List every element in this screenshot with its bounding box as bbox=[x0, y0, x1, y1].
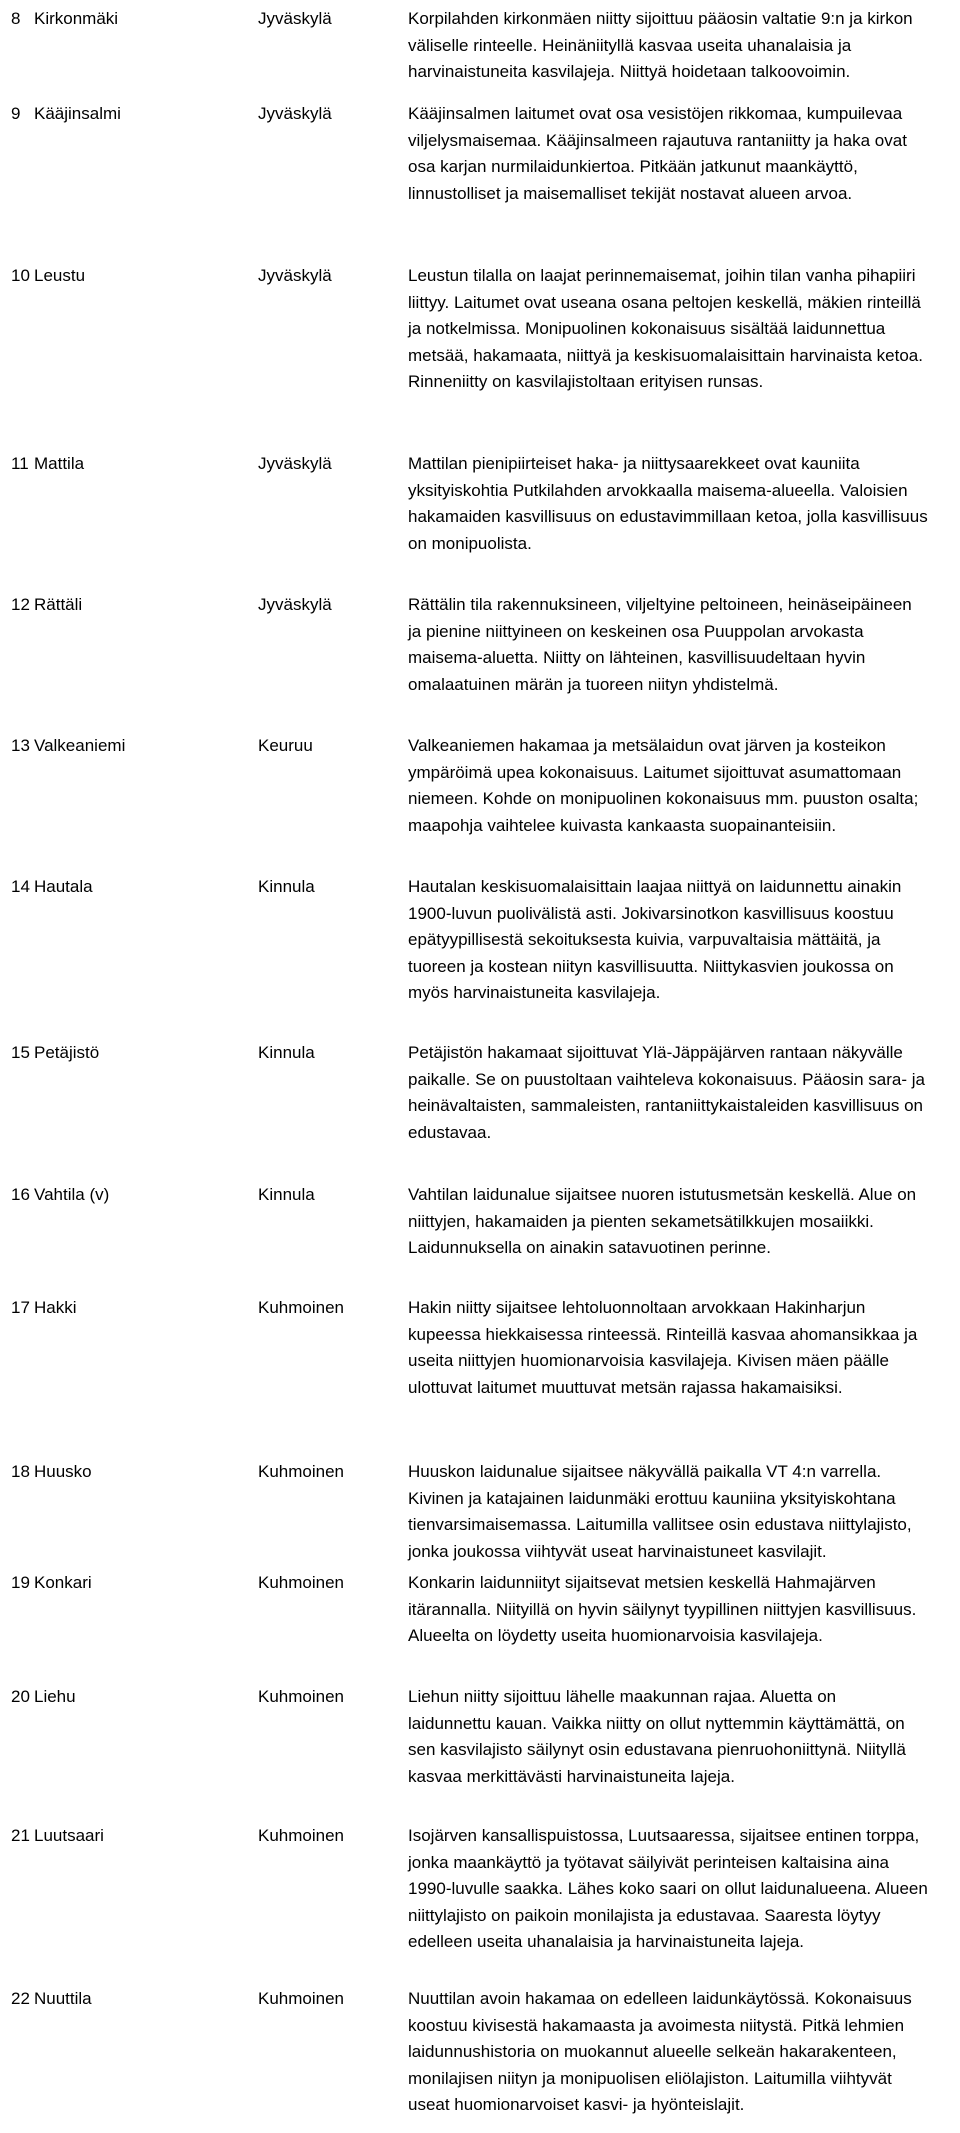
description-line: ulottuvat laitumet muuttuvat metsän rajassa hakamaisiksi. bbox=[408, 1377, 843, 1397]
description-line: maapohja vaihtelee kuivasta kankaasta suopainanteisiin. bbox=[408, 815, 837, 835]
description-line: on monipuolista. bbox=[408, 533, 532, 553]
entry-name: Leustu bbox=[34, 266, 86, 285]
entry-municipality: Jyväskylä bbox=[258, 104, 332, 123]
description-line: useita niittyjen huomionarvoisia kasvilajeja. Kivisen mäen päälle bbox=[408, 1351, 889, 1370]
description-line: linnustolliset ja maisemalliset tekijät nostavat alueen arvoa. bbox=[408, 183, 853, 203]
description-line: myös harvinaistuneita kasvilajeja. bbox=[408, 983, 661, 1002]
description-line: niittylajisto on paikoin monilajista ja edustavaa. Saaresta löytyy bbox=[408, 1905, 881, 1925]
description-line: harvinaistuneita kasvilajeja. Niittyä hoidetaan talkoovoimin. bbox=[408, 62, 851, 81]
entry-municipality: Jyväskylä bbox=[258, 9, 332, 28]
entry-name: Kääjinsalmi bbox=[34, 104, 121, 123]
entry-municipality: Kinnula bbox=[258, 1185, 315, 1204]
description-line: jonka maankäyttö ja työtavat säilyivät perinteisen kaltaisina aina bbox=[408, 1852, 889, 1872]
description-line: Vahtilan laidunalue sijaitsee nuoren istutusmetsän keskellä. Alue on bbox=[408, 1185, 917, 1204]
entry-number: 17 bbox=[11, 1298, 30, 1317]
entry-municipality: Kuhmoinen bbox=[258, 1826, 345, 1845]
entry-name: Luutsaari bbox=[34, 1826, 104, 1845]
description-line: Rättälin tila rakennuksineen, viljeltyine peltoineen, heinäseipäineen bbox=[408, 595, 912, 614]
description-line: Korpilahden kirkonmäen niitty sijoittuu pääosin valtatie 9:n ja kirkon bbox=[408, 9, 913, 28]
entry-name: Petäjistö bbox=[34, 1043, 100, 1062]
description-line: metsää, hakamaata, niittyä ja keskisuomalaisittain harvinaista ketoa. bbox=[408, 345, 923, 365]
description-line: ympäröimä upea kokonaisuus. Laitumet sijoittuvat asumattomaan bbox=[408, 762, 902, 782]
entry-name: Kirkonmäki bbox=[34, 9, 119, 28]
description-line: liittyy. Laitumet ovat useana osana peltojen keskellä, mäkien rinteillä bbox=[408, 292, 921, 312]
description-line: väliselle rinteelle. Heinäniityllä kasvaa useita uhanalaisia ja bbox=[408, 35, 852, 55]
entry-municipality: Kinnula bbox=[258, 1043, 315, 1062]
entry-name: Mattila bbox=[34, 454, 85, 473]
description-line: hakamaiden kasvillisuus on edustavimmillaan ketoa, jolla kasvillisuus bbox=[408, 507, 928, 526]
entry-description bbox=[408, 263, 956, 396]
entry-municipality: Jyväskylä bbox=[258, 266, 332, 285]
entry-description bbox=[408, 592, 956, 698]
description-line: Hakin niitty sijaitsee lehtoluonnoltaan arvokkaan Hakinharjun bbox=[408, 1298, 866, 1317]
entry-name: Hautala bbox=[34, 877, 93, 896]
entry-description bbox=[408, 1295, 956, 1401]
description-line: sen kasvilajisto säilynyt osin edustavana pienruohoniittynä. Niityllä bbox=[408, 1740, 906, 1759]
entry-number: 10 bbox=[11, 266, 30, 285]
entry-name: Konkari bbox=[34, 1573, 92, 1592]
description-line: paikalle. Se on puustoltaan vaihteleva kokonaisuus. Pääosin sara- ja bbox=[408, 1069, 925, 1089]
description-line: Rinneniitty on kasvilajistoltaan erityisen runsas. bbox=[408, 372, 764, 391]
description-line: tienvarsimaisemassa. Laitumilla vallitsee osin edustava niittylajisto, bbox=[408, 1515, 912, 1534]
entry-number: 21 bbox=[11, 1826, 30, 1845]
description-line: omalaatuinen märän ja tuoreen niityn yhdistelmä. bbox=[408, 674, 779, 694]
description-line: Huuskon laidunalue sijaitsee näkyvällä paikalla VT 4:n varrella. bbox=[408, 1462, 882, 1481]
entry-municipality: Kuhmoinen bbox=[258, 1989, 345, 2008]
entry-description bbox=[408, 1182, 956, 1262]
description-line: niittyjen, hakamaiden ja pienten sekametsätilkkujen mosaiikki. bbox=[408, 1211, 874, 1231]
entry-municipality: Kuhmoinen bbox=[258, 1462, 345, 1481]
entry-description bbox=[408, 733, 956, 839]
description-line: laidunnushistoria on muokannut alueelle selkeän hakarakenteen, bbox=[408, 2042, 897, 2061]
description-line: Kääjinsalmen laitumet ovat osa vesistöjen rikkomaa, kumpuilevaa bbox=[408, 104, 903, 123]
entry-municipality: Kuhmoinen bbox=[258, 1573, 345, 1592]
entry-number: 13 bbox=[11, 736, 30, 755]
description-line: jonka joukossa viihtyvät useat harvinaistuneet kasvilajit. bbox=[408, 1541, 827, 1561]
description-line: edustavaa. bbox=[408, 1122, 492, 1142]
entry-municipality: Kuhmoinen bbox=[258, 1298, 345, 1317]
entry-municipality: Keuruu bbox=[258, 736, 313, 755]
description-line: edelleen useita uhanalaisia ja harvinaistuneita lajeja. bbox=[408, 1932, 804, 1951]
description-line: koostuu kivisestä hakamaasta ja avoimesta niitystä. Pitkä lehmien bbox=[408, 2015, 905, 2035]
description-line: Nuuttilan avoin hakamaa on edelleen laidunkäytössä. Kokonaisuus bbox=[408, 1989, 912, 2008]
entry-description bbox=[408, 1459, 956, 1565]
entry-description bbox=[408, 451, 956, 557]
description-line: Liehun niitty sijoittuu lähelle maakunnan rajaa. Aluetta on bbox=[408, 1687, 837, 1706]
description-line: Isojärven kansallispuistossa, Luutsaaressa, sijaitsee entinen torppa, bbox=[408, 1826, 920, 1845]
entry-number: 19 bbox=[11, 1573, 30, 1592]
description-line: Konkarin laidunniityt sijaitsevat metsien keskellä Hahmajärven bbox=[408, 1573, 876, 1592]
entry-name: Liehu bbox=[34, 1687, 76, 1706]
description-line: heinävaltaisten, sammaleisten, rantaniittykaistaleiden kasvillisuus on bbox=[408, 1096, 923, 1115]
entry-description bbox=[408, 1040, 956, 1146]
description-line: ja notkelmissa. Monipuolinen kokonaisuus sisältää laidunnettua bbox=[408, 319, 886, 338]
description-line: Petäjistön hakamaat sijoittuvat Ylä-Jäppäjärven rantaan näkyvälle bbox=[408, 1043, 903, 1062]
entry-number: 14 bbox=[11, 877, 30, 896]
entry-description bbox=[408, 874, 956, 1007]
description-line: Laidunnuksella on ainakin satavuotinen perinne. bbox=[408, 1238, 771, 1257]
entry-description bbox=[408, 1823, 956, 1956]
description-line: ja pienine niittyineen on keskeinen osa Puuppolan arvokasta bbox=[408, 621, 864, 641]
entry-name: Rättäli bbox=[34, 595, 83, 614]
entry-municipality: Kuhmoinen bbox=[258, 1687, 345, 1706]
entry-name: Huusko bbox=[34, 1462, 92, 1481]
description-line: viljelysmaisemaa. Kääjinsalmeen rajautuva rantaniitty ja haka ovat bbox=[408, 130, 907, 150]
entry-name: Nuuttila bbox=[34, 1989, 92, 2008]
description-line: niemeen. Kohde on monipuolinen kokonaisuus mm. puuston osalta; bbox=[408, 789, 919, 808]
entry-name: Vahtila (v) bbox=[34, 1185, 110, 1204]
entry-description bbox=[408, 1986, 956, 2119]
entry-municipality: Jyväskylä bbox=[258, 454, 332, 473]
entry-number: 9 bbox=[11, 104, 21, 123]
description-line: kasvaa merkittävästi harvinaistuneita lajeja. bbox=[408, 1766, 735, 1786]
description-line: 1990-luvulle saakka. Lähes koko saari on ollut laidunalueena. Alueen bbox=[408, 1879, 928, 1898]
description-line: Kivinen ja katajainen laidunmäki erottuu kauniina yksityiskohtana bbox=[408, 1488, 896, 1508]
description-line: Mattilan pienipiirteiset haka- ja niittysaarekkeet ovat kauniita bbox=[408, 454, 860, 473]
description-line: Hautalan keskisuomalaisittain laajaa niittyä on laidunnettu ainakin bbox=[408, 877, 902, 896]
entry-municipality: Jyväskylä bbox=[258, 595, 332, 614]
entry-number: 8 bbox=[11, 9, 21, 28]
description-line: useat huomionarvoiset kasvi- ja hyönteislajit. bbox=[408, 2095, 745, 2114]
description-line: itärannalla. Niityillä on hyvin säilynyt tyypillinen niittyjen kasvillisuus. bbox=[408, 1599, 917, 1619]
description-line: Leustun tilalla on laajat perinnemaisemat, joihin tilan vanha pihapiiri bbox=[408, 266, 916, 285]
entry-description bbox=[408, 1684, 956, 1790]
description-line: monilajisen niityn ja monipuolisen eliölajiston. Laitumilla viihtyvät bbox=[408, 2068, 892, 2088]
entry-name: Hakki bbox=[34, 1298, 77, 1317]
entry-description bbox=[408, 101, 956, 207]
entry-name: Valkeaniemi bbox=[34, 736, 126, 755]
description-line: osa karjan nurmilaidunkiertoa. Pitkään jatkunut maankäyttö, bbox=[408, 157, 858, 176]
description-line: epätyypillisestä sekoituksesta kuivia, varpuvaltaisia mättäitä, ja bbox=[408, 930, 881, 949]
entry-number: 18 bbox=[11, 1462, 30, 1481]
description-line: yksityiskohtia Putkilahden arvokkaalla maisema-alueella. Valoisien bbox=[408, 480, 908, 500]
entry-number: 15 bbox=[11, 1043, 30, 1062]
entry-description bbox=[408, 6, 956, 86]
entry-number: 11 bbox=[11, 454, 29, 473]
entry-number: 22 bbox=[11, 1989, 30, 2008]
entry-number: 20 bbox=[11, 1687, 30, 1706]
description-line: laidunnettu kauan. Vaikka niitty on ollut nyttemmin käyttämättä, on bbox=[408, 1713, 905, 1733]
description-line: tuoreen ja kostean niityn kasvillisuutta. Niittykasvien joukossa on bbox=[408, 956, 894, 976]
description-line: Alueelta on löydetty useita huomionarvoisia kasvilajeja. bbox=[408, 1626, 823, 1645]
description-line: 1900-luvun puolivälistä asti. Jokivarsinotkon kasvillisuus koostuu bbox=[408, 903, 894, 923]
entry-municipality: Kinnula bbox=[258, 877, 315, 896]
entry-number: 12 bbox=[11, 595, 30, 614]
description-line: Valkeaniemen hakamaa ja metsälaidun ovat järven ja kosteikon bbox=[408, 736, 886, 755]
entry-number: 16 bbox=[11, 1185, 30, 1204]
entry-description bbox=[408, 1570, 956, 1650]
description-line: maisema-aluetta. Niitty on lähteinen, kasvillisuudeltaan hyvin bbox=[408, 648, 866, 667]
description-line: kupeessa hiekkaisessa rinteessä. Rinteillä kasvaa ahomansikkaa ja bbox=[408, 1324, 918, 1344]
